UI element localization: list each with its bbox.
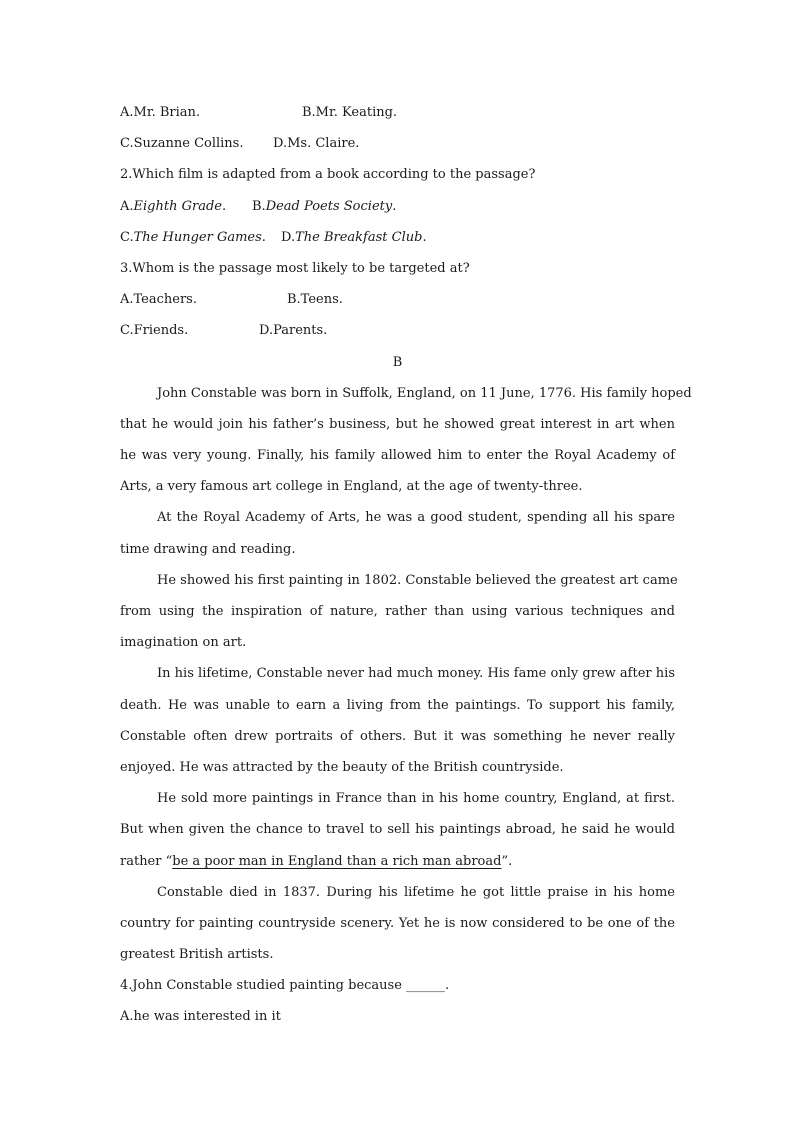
q4-stem: 4.John Constable studied painting because ______. <box>120 978 450 994</box>
q1-option-d: D.Ms. Claire. <box>273 136 360 152</box>
paragraph-line: time drawing and reading. <box>120 541 296 557</box>
q2-options-row-1 <box>120 195 675 226</box>
q2-option-a-title: Eighth Grade <box>133 198 222 214</box>
q2-option-d-title: The Breakfast Club <box>295 229 423 245</box>
q3-option-d: D.Parents. <box>259 323 328 339</box>
paragraph-line: But when given the chance to travel to sell his paintings abroad, he said he would <box>120 822 675 838</box>
paragraph-line: In his lifetime, Constable never had much money. His fame only grew after his <box>157 666 675 682</box>
paragraph-line: Constable often drew portraits of others. But it was something he never really <box>120 728 675 744</box>
paragraph-line: from using the inspiration of nature, rather than using various techniques and <box>120 604 675 619</box>
q3-stem: 3.Whom is the passage most likely to be targeted at? <box>120 260 470 276</box>
q3-options-row-2 <box>120 319 675 350</box>
passage-paragraph-4 <box>120 662 675 787</box>
paragraph-line: He sold more paintings in France than in his home country, England, at first. <box>157 791 675 807</box>
q2-option-d-tail: . <box>422 229 427 245</box>
quote-lead: rather “ <box>120 853 173 869</box>
paragraph-line: country for painting countryside scenery. Yet he is now considered to be one of the <box>120 915 675 931</box>
q3-option-a: A.Teachers. <box>120 292 197 308</box>
q1-option-b: B.Mr. Keating. <box>302 105 398 120</box>
q2-option-b-title: Dead Poets Society <box>265 198 393 214</box>
q3-option-c: C.Friends. <box>120 323 189 339</box>
document-body <box>120 101 692 1037</box>
q4-option-a: A.he was interested in it <box>120 1009 281 1025</box>
q2-option-c-title: The Hunger Games <box>133 229 262 245</box>
q1-option-c: C.Suzanne Collins. <box>120 136 244 152</box>
quote-close: ”. <box>501 853 513 869</box>
passage-paragraph-5 <box>120 787 675 881</box>
paragraph-line: At the Royal Academy of Arts, he was a good student, spending all his spare <box>157 510 675 526</box>
paragraph-line: death. He was unable to earn a living from the paintings. To support his family, <box>120 697 675 713</box>
paragraph-line: enjoyed. He was attracted by the beauty of the British countryside. <box>120 759 564 775</box>
q2-stem: 2.Which film is adapted from a book according to the passage? <box>120 167 536 183</box>
paragraph-line: that he would join his father’s business, but he showed great interest in art when <box>120 416 675 432</box>
passage-paragraph-6 <box>120 881 675 975</box>
passage-paragraph-3 <box>120 569 678 663</box>
q2-option-d <box>281 226 427 257</box>
q2-option-b-letter: B. <box>252 198 266 214</box>
q1-option-a: A.Mr. Brian. <box>120 105 201 120</box>
q2-option-a <box>120 195 252 226</box>
paragraph-line: he was very young. Finally, his family allowed him to enter the Royal Academy of <box>120 448 675 464</box>
paragraph-line: Arts, a very famous art college in England, at the age of twenty-three. <box>120 479 583 495</box>
q2-option-c-tail: . <box>261 229 266 245</box>
q2-option-a-tail: . <box>221 198 227 214</box>
q1-options-row-2 <box>120 132 675 163</box>
q2-option-c-letter: C. <box>120 229 134 245</box>
passage-paragraph-1 <box>120 382 692 507</box>
underlined-quote: be a poor man in England than a rich man abroad <box>172 853 502 869</box>
paragraph-line: He showed his first painting in 1802. Constable believed the greatest art came <box>157 572 678 588</box>
q2-option-d-letter: D. <box>281 229 296 245</box>
q2-option-a-letter: A. <box>120 198 134 214</box>
passage-paragraph-2 <box>120 506 675 568</box>
q2-option-b-tail: . <box>392 198 397 214</box>
paragraph-line: greatest British artists. <box>120 947 274 963</box>
q3-options-row-1 <box>120 288 675 319</box>
q3-option-b: B.Teens. <box>287 292 343 308</box>
paragraph-line: imagination on art. <box>120 635 247 651</box>
q2-options-row-2 <box>120 226 675 257</box>
paragraph-line: Constable died in 1837. During his lifetime he got little praise in his home <box>157 884 675 900</box>
q2-option-c <box>120 226 281 257</box>
section-b-heading: B <box>392 354 403 370</box>
paragraph-line-quote <box>120 850 675 881</box>
q2-option-b <box>252 195 396 226</box>
q1-options-row-1 <box>120 101 675 132</box>
paragraph-line: John Constable was born in Suffolk, England, on 11 June, 1776. His family hoped <box>157 385 692 401</box>
